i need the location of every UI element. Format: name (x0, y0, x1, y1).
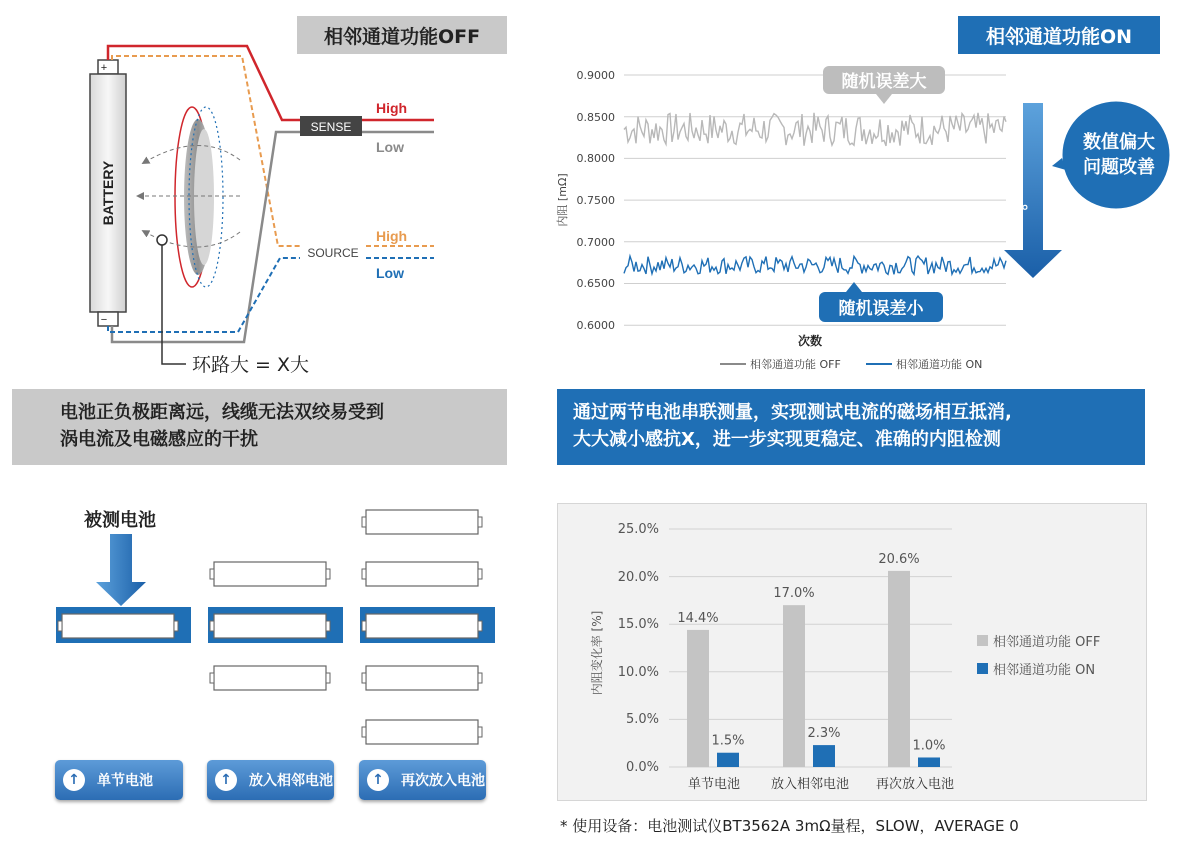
single-battery-button[interactable] (55, 760, 183, 800)
legend-on: 相邻通道功能 ON (896, 358, 983, 371)
solution-box (557, 389, 1145, 465)
bar-category-label: 再次放入电池 (875, 777, 955, 792)
improvement-circle (1061, 100, 1171, 210)
bar-value-label: 20.6% (878, 551, 920, 567)
bar-ytick-label: 5.0% (625, 712, 659, 727)
bar-chart (557, 503, 1147, 801)
source-low-wire (108, 258, 300, 332)
ytick-label: 0.7500 (576, 194, 615, 207)
bar-off (888, 571, 910, 767)
series-on-line (624, 256, 1006, 274)
legend-off: 相邻通道功能 OFF (750, 358, 841, 371)
issue-line-2: 涡电流及电磁感应的干扰 (60, 429, 258, 450)
callout-bottom-text: 随机误差小 (838, 299, 924, 319)
bar-category-label: 放入相邻电池 (770, 777, 850, 792)
bar-y-axis-label: 内阻变化率 [%] (590, 610, 604, 696)
battery-cell (208, 607, 343, 643)
tag-channel-on: 相邻通道功能ON (958, 16, 1160, 54)
sense-low-label: Low (376, 139, 404, 155)
dut-label: 被测电池 (84, 510, 156, 531)
loop-label: 环路大 = X大 (192, 354, 310, 376)
sense-high-wire (108, 46, 300, 120)
ytick-label: 0.7000 (576, 236, 615, 249)
ytick-label: 0.9000 (576, 69, 615, 82)
circle-dot: 。 (1021, 193, 1039, 212)
sense-label: SENSE (310, 120, 352, 134)
series-off-line (624, 113, 1006, 146)
source-label: SOURCE (307, 246, 359, 260)
single-battery-label: 单节电池 (97, 773, 153, 789)
battery-cell (362, 720, 482, 744)
reinsert-battery-button[interactable] (359, 760, 486, 800)
bar-value-label: 2.3% (807, 726, 841, 742)
bar-ytick-label: 20.0% (617, 570, 659, 585)
battery-cell (210, 562, 330, 586)
bar-on (717, 753, 739, 767)
bar-value-label: 14.4% (677, 610, 719, 626)
circle-text-2: 问题改善 (1083, 157, 1155, 178)
bar-on (918, 757, 940, 767)
footnote: * 使用设备：电池测试仪BT3562A 3mΩ量程，SLOW，AVERAGE 0 (560, 817, 1019, 835)
circle-text-1: 数值偏大 (1083, 132, 1155, 153)
solution-line-2: 大大减小感抗X，进一步实现更稳定、准确的内阻检测 (573, 429, 1001, 450)
battery-arrangement (0, 470, 540, 760)
battery-cell (362, 666, 482, 690)
ytick-label: 0.6000 (576, 319, 615, 332)
callout-top-text: 随机误差大 (841, 72, 927, 92)
improvement-arrow (1004, 103, 1062, 278)
ytick-label: 0.8500 (576, 111, 615, 124)
battery-cell (210, 666, 330, 690)
legend-swatch-off (977, 635, 988, 646)
add-adjacent-button[interactable] (207, 760, 334, 800)
bar-legend-off: 相邻通道功能 OFF (993, 635, 1101, 650)
bar-category-label: 单节电池 (687, 777, 741, 792)
bar-ytick-label: 25.0% (617, 522, 659, 537)
battery-cell (360, 607, 495, 643)
tag-channel-off: 相邻通道功能OFF (297, 16, 507, 54)
bar-off (783, 605, 805, 767)
ytick-label: 0.6500 (576, 277, 615, 290)
battery-cell (56, 607, 191, 643)
bar-ytick-label: 10.0% (617, 665, 659, 680)
battery-cell (362, 510, 482, 534)
issue-line-1: 电池正负极距离远，线缆无法双绞易受到 (60, 402, 384, 423)
bar-off (687, 630, 709, 767)
battery-cell (362, 562, 482, 586)
bar-ytick-label: 0.0% (625, 760, 659, 775)
x-axis-label: 次数 (797, 334, 823, 348)
reinsert-battery-label: 再次放入电池 (401, 773, 485, 789)
legend-swatch-on (977, 663, 988, 674)
sense-high-label: High (376, 100, 408, 116)
bar-on (813, 745, 835, 767)
bar-ytick-label: 15.0% (617, 617, 659, 632)
up-arrow-icon: ↑ (215, 769, 237, 791)
solution-line-1: 通过两节电池串联测量，实现测试电流的磁场相互抵消, (573, 402, 1012, 423)
bar-value-label: 17.0% (773, 586, 815, 602)
dut-arrow (96, 534, 146, 606)
bar-value-label: 1.0% (912, 738, 946, 754)
bar-legend-on: 相邻通道功能 ON (993, 663, 1096, 678)
ytick-label: 0.8000 (576, 152, 615, 165)
plus-label: + (100, 62, 108, 74)
battery-label: BATTERY (100, 160, 116, 226)
minus-label: − (100, 314, 108, 326)
add-adjacent-label: 放入相邻电池 (249, 773, 333, 789)
up-arrow-icon: ↑ (63, 769, 85, 791)
issue-box (12, 389, 507, 465)
source-low-label: Low (376, 265, 404, 281)
y-axis-label: 内阻 [mΩ] (556, 173, 569, 227)
up-arrow-icon: ↑ (367, 769, 389, 791)
source-high-label: High (376, 228, 408, 244)
noise-chart (540, 0, 1177, 385)
bar-value-label: 1.5% (711, 733, 745, 749)
circuit-diagram (0, 0, 540, 385)
